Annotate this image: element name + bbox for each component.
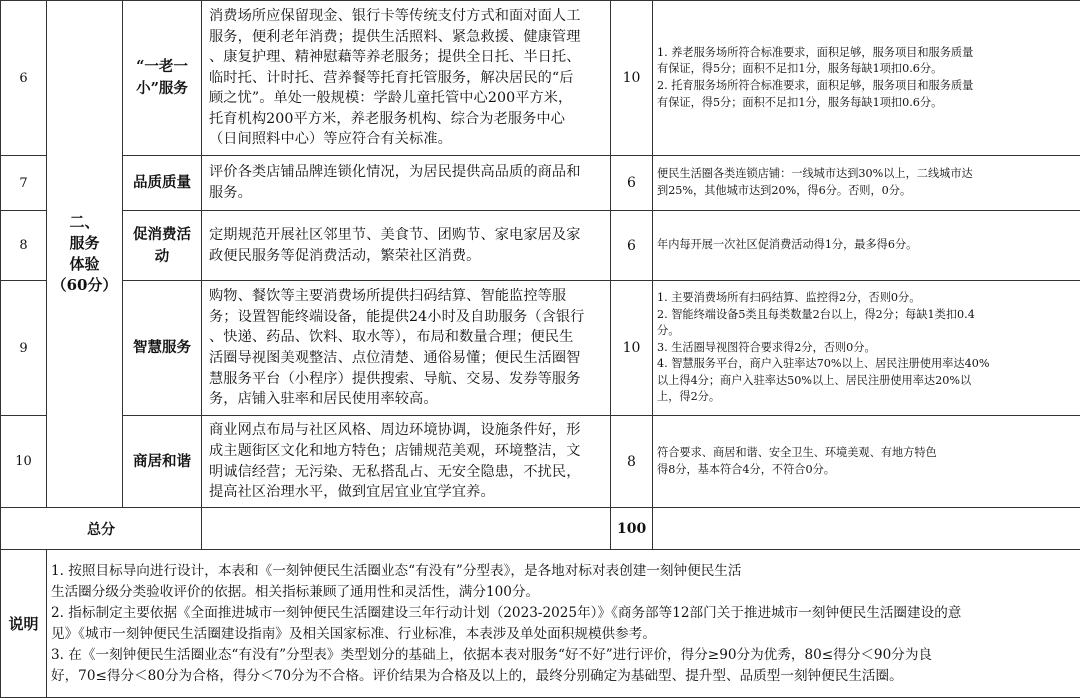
notes-label: 说明 [1,550,47,698]
total-empty-cell [653,508,1080,550]
item-score: 10 [611,1,653,156]
item-name: 智慧服务 [123,281,202,416]
item-description: 评价各类店铺品牌连锁化情况，为居民提供高品质的商品和 服务。 [202,156,611,211]
scoring-rule: 符合要求、商居和谐、安全卫生、环境美观、有地方特色 得8分，基本符合4分，不符合0分。 [653,416,1080,508]
item-score: 6 [611,156,653,211]
item-name: “一老一 小”服务 [123,1,202,156]
scoring-rule: 1. 养老服务场所符合标准要求，面积足够，服务项目和服务质量 有保证，得5分；面积不足扣1分，服务每缺1项扣0.6分。 2. 托育服务场所符合标准要求，面积足够，服务项目和服务质量 有保证，得5分；面积不足扣1分，服务每缺1项扣0.6分。 [653,1,1080,156]
row-number: 10 [1,416,47,508]
notes-content: 1. 按照目标导向进行设计，本表和《一刻钟便民生活圈业态“有没有”分型表》，是各地对标对表创建一刻钟便民生活 生活圈分级分类验收评价的依据。相关指标兼顾了通用性和灵活性，满分100分。 2. 指标制定主要依据《全面推进城市一刻钟便民生活圈建设三年行动计划（2023-2025年）》《商务部等12部门关于推进城市一刻钟便民生活圈建设的意 见》《城市一刻钟便民生活圈建设指南》及相关国家标准、行业标准，本表涉及单处面积规模供参考。 3. 在《一刻钟便民生活圈业态“有没有”分型表》类型划分的基础上，依据本表对服务“好不好”进行评价，得分≥90分为优秀，80≤得分＜90分为良 好，70≤得分＜80分为合格，得分＜70分为不合格。评价结果为合格及以上的，最终分别确定为基础型、提升型、品质型一刻钟便民生活圈。 [47,550,1080,698]
item-score: 8 [611,416,653,508]
item-description: 定期规范开展社区邻里节、美食节、团购节、家电家居及家 政便民服务等促消费活动，繁荣社区消费。 [202,211,611,281]
table-row [1,281,1080,416]
item-score: 6 [611,211,653,281]
row-number: 9 [1,281,47,416]
item-name: 商居和谐 [123,416,202,508]
item-name: 促消费活 动 [123,211,202,281]
item-description: 消费场所应保留现金、银行卡等传统支付方式和面对面人工 服务，便利老年消费；提供生活照料、紧急救援、健康管理 、康复护理、精神慰藉等养老服务；提供全日托、半日托、 临时托、计时托、营养餐等托育托管服务，解决居民的“后 顾之忧”。单处一般规模：学龄儿童托管中心200平方米， 托育机构200平方米，养老服务机构、综合为老服务中心 （日间照料中心）等应符合有关标准。 [202,1,611,156]
table-row [1,416,1080,508]
row-number: 7 [1,156,47,211]
total-row [1,508,1080,550]
notes-row [1,550,1080,698]
scoring-rule: 年内每开展一次社区促消费活动得1分，最多得6分。 [653,211,1080,281]
total-empty-cell [202,508,611,550]
table-row [1,1,1080,156]
total-label: 总分 [1,508,202,550]
item-description: 购物、餐饮等主要消费场所提供扫码结算、智能监控等服 务；设置智能终端设备，能提供24小时及自助服务（含银行 、快递、药品、饮料、取水等），布局和数量合理；便民生 活圈导视图美观整洁、点位清楚、通俗易懂；便民生活圈智 慧服务平台（小程序）提供搜索、导航、交易、发券等服务 务，店铺入驻率和居民使用率较高。 [202,281,611,416]
item-name: 品质质量 [123,156,202,211]
category-cell: 二、 服务 体验 （60分） [47,1,123,508]
table-row [1,156,1080,211]
item-score: 10 [611,281,653,416]
row-number: 8 [1,211,47,281]
scoring-rule: 便民生活圈各类连锁店铺：一线城市达到30%以上，二线城市达 到25%，其他城市达到20%，得6分。否则，0分。 [653,156,1080,211]
row-number: 6 [1,1,47,156]
total-value: 100 [611,508,653,550]
item-description: 商业网点布局与社区风格、周边环境协调，设施条件好，形 成主题街区文化和地方特色；店铺规范美观，环境整洁，文 明诚信经营；无污染、无私搭乱占、无安全隐患，不扰民， 提高社区治理水平，做到宜居宜业宜学宜养。 [202,416,611,508]
scoring-rule: 1. 主要消费场所有扫码结算、监控得2分，否则0分。 2. 智能终端设备5类且每类数量2台以上，得2分；每缺1类扣0.4 分。 3. 生活圈导视图符合要求得2分，否则0分。 4. 智慧服务平台，商户入驻率达70%以上、居民注册使用率达40% 以上得4分；商户入驻率达50%以上、居民注册使用率达20%以 上，得2分。 [653,281,1080,416]
table-row [1,211,1080,281]
